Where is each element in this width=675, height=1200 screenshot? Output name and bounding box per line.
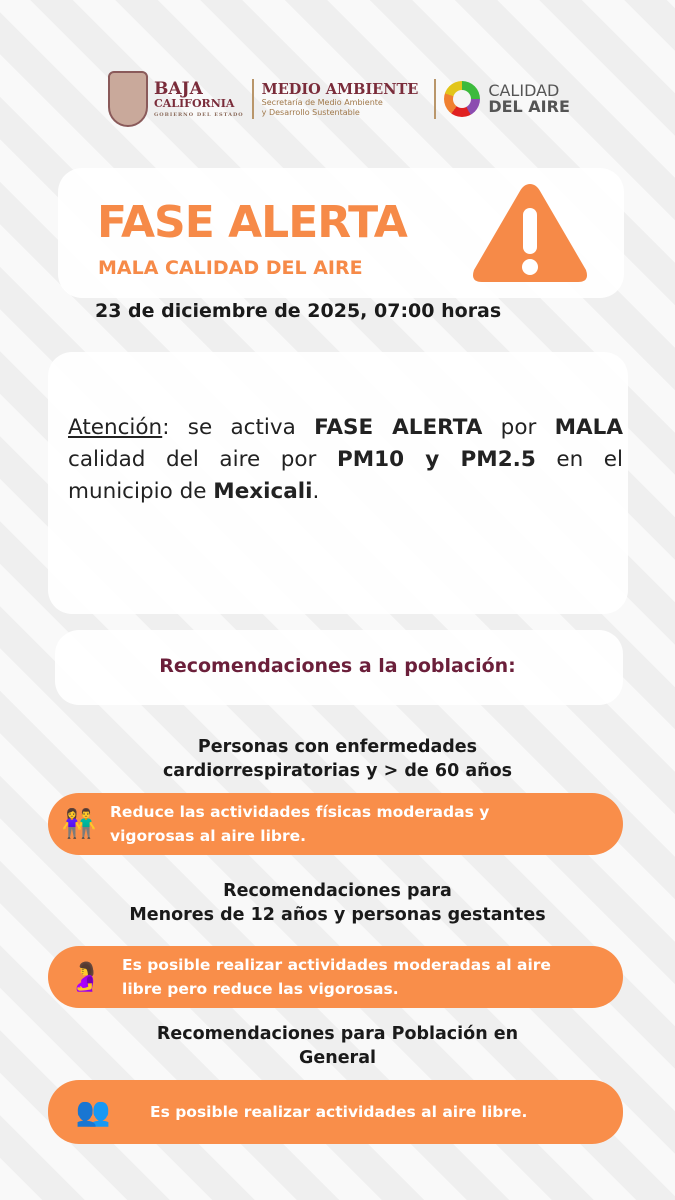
dept-sub2: y Desarrollo Sustentable — [261, 107, 360, 117]
gov-line2: CALIFORNIA — [154, 96, 235, 110]
pill-text: Reduce las actividades físicas moderadas y — [110, 803, 490, 821]
heading-line: Recomendaciones para Población en — [156, 1024, 519, 1044]
pill-text: Es posible realizar actividades al aire libre. — [150, 1103, 528, 1121]
brand-line1: CALIDAD — [488, 81, 560, 100]
gov-logo-text — [154, 78, 244, 118]
text: por — [482, 415, 555, 440]
air-quality-ring-icon — [444, 81, 480, 117]
group-heading — [0, 735, 675, 783]
pill-text: libre pero reduce las vigorosas. — [122, 980, 399, 998]
heading-line: Recomendaciones para — [223, 881, 452, 901]
warning-triangle-icon — [468, 178, 592, 288]
bold-quality: MALA — [554, 415, 623, 440]
recommendation-pill — [48, 793, 623, 855]
notice-text — [68, 412, 623, 508]
dept-sub1: Secretaría de Medio Ambiente — [261, 98, 383, 108]
divider — [434, 79, 436, 119]
heading-line: Personas con enfermedades — [197, 737, 478, 757]
alert-date: 23 de diciembre de 2025, 07:00 horas — [95, 300, 502, 322]
gov-line1: BAJA — [154, 78, 203, 99]
text: : se activa — [162, 415, 315, 440]
group-heading — [0, 1022, 675, 1070]
bold-municipality: Mexicali — [213, 479, 313, 504]
brand-logo — [488, 83, 570, 115]
alert-subtitle: MALA CALIDAD DEL AIRE — [98, 257, 363, 279]
heading-line: Menores de 12 años y personas gestantes — [129, 905, 546, 925]
pill-text: Es posible realizar actividades moderadas al aire — [122, 956, 551, 974]
header-logos — [108, 68, 588, 130]
pregnant-icon: 🤰 — [67, 960, 103, 993]
group-people-icon: 👥 — [75, 1095, 111, 1128]
state-shield-logo — [108, 71, 148, 127]
pill-text: vigorosas al aire libre. — [110, 827, 307, 845]
bold-pollutants: PM10 y PM2.5 — [336, 447, 536, 472]
recommendations-title: Recomendaciones a la población: — [159, 655, 516, 677]
notice-label: Atención — [68, 415, 163, 440]
alert-title: FASE ALERTA — [97, 197, 407, 248]
recommendation-pill — [48, 1080, 623, 1144]
heading-line: General — [299, 1048, 376, 1068]
elderly-couple-icon: 👫 — [61, 807, 97, 840]
text: . — [312, 479, 320, 504]
brand-line2: DEL AIRE — [488, 97, 570, 116]
dept-title: MEDIO AMBIENTE — [261, 81, 419, 99]
gov-line3: GOBIERNO DEL ESTADO — [154, 111, 244, 118]
text: calidad del aire por — [68, 447, 337, 472]
group-heading — [0, 879, 675, 927]
heading-line: cardiorrespiratorias y > de 60 años — [162, 761, 513, 781]
bold-phase: FASE ALERTA — [314, 415, 483, 440]
divider — [252, 79, 254, 119]
text: en el municipio de — [68, 447, 624, 504]
recommendation-pill — [48, 946, 623, 1008]
dept-logo — [262, 81, 419, 116]
